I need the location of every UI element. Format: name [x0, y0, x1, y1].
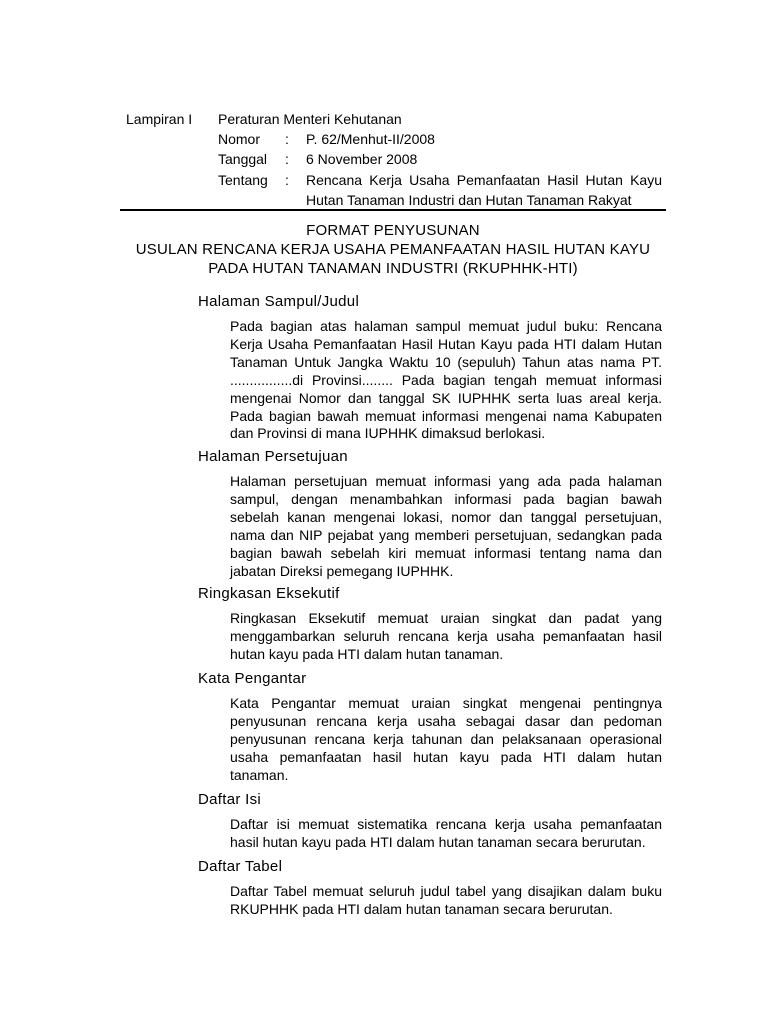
nomor-colon: :: [285, 131, 289, 147]
nomor-value: P. 62/Menhut-II/2008: [306, 131, 435, 147]
section-heading-daftar-tabel: Daftar Tabel: [198, 858, 283, 875]
tanggal-colon: :: [285, 151, 289, 167]
section-body-daftar-isi: Daftar isi memuat sistematika rencana kerja usaha pemanfaatan hasil hutan kayu pada HTI dalam hutan tanaman secara berurutan.: [230, 816, 662, 850]
doc-title-line-1: FORMAT PENYUSUNAN: [306, 222, 480, 239]
section-heading-ringkasan: Ringkasan Eksekutif: [198, 585, 340, 602]
nomor-label: Nomor: [218, 131, 261, 147]
lampiran-label: Lampiran I: [126, 111, 193, 127]
section-body-sampul: Pada bagian atas halaman sampul memuat judul buku: Rencana Kerja Usaha Pemanfaatan Hasil Hutan Kayu pada HTI dalam Hutan Tanaman Untuk Jangka Waktu 10 (sepuluh) Tahun atas nama PT. ................di Provinsi........ Pada bagian tengah memuat informasi mengenai Nomor dan tanggal SK IUPHHK serta luas areal kerja. Pada bagian bawah memuat informasi mengenai nama Kabupaten dan Provinsi di mana IUPHHK dimaksud berlokasi.: [230, 318, 662, 442]
section-body-kata-pengantar: Kata Pengantar memuat uraian singkat mengenai pentingnya penyusunan rencana kerja usaha sebagai dasar dan pedoman penyusunan rencana kerja tahunan dan pelaksanaan operasional usaha pemanfaatan hasil hutan kayu pada HTI dalam hutan tanaman.: [230, 695, 662, 783]
section-heading-kata-pengantar: Kata Pengantar: [198, 670, 307, 687]
tanggal-value: 6 November 2008: [306, 151, 418, 167]
section-heading-daftar-isi: Daftar Isi: [198, 791, 262, 808]
section-body-persetujuan: Halaman persetujuan memuat informasi yang ada pada halaman sampul, dengan menambahkan informasi pada bagian bawah sebelah kanan mengenai lokasi, nomor dan tanggal persetujuan, nama dan NIP pejabat yang memberi persetujuan, sedangkan pada bagian bawah sebelah kiri memuat informasi tentang nama dan jabatan Direksi pemegang IUPHHK.: [230, 473, 662, 579]
doc-title-line-3: PADA HUTAN TANAMAN INDUSTRI (RKUPHHK-HTI): [208, 260, 578, 277]
tentang-colon: :: [285, 172, 289, 188]
tentang-value: Rencana Kerja Usaha Pemanfaatan Hasil Hutan Kayu Hutan Tanaman Industri dan Hutan Tanaman Rakyat: [306, 172, 662, 208]
header-divider: [120, 209, 666, 211]
tentang-label: Tentang: [218, 172, 268, 188]
section-heading-persetujuan: Halaman Persetujuan: [198, 448, 348, 465]
peraturan-title: Peraturan Menteri Kehutanan: [218, 111, 402, 127]
section-body-ringkasan: Ringkasan Eksekutif memuat uraian singkat dan padat yang menggambarkan seluruh rencana kerja usaha pemanfaatan hasil hutan kayu pada HTI dalam hutan tanaman.: [230, 610, 662, 662]
tanggal-label: Tanggal: [218, 151, 268, 167]
section-body-daftar-tabel: Daftar Tabel memuat seluruh judul tabel yang disajikan dalam buku RKUPHHK pada HTI dalam hutan tanaman secara berurutan.: [230, 883, 662, 917]
doc-title-line-2: USULAN RENCANA KERJA USAHA PEMANFAATAN HASIL HUTAN KAYU: [135, 241, 651, 258]
section-heading-sampul: Halaman Sampul/Judul: [198, 293, 360, 310]
